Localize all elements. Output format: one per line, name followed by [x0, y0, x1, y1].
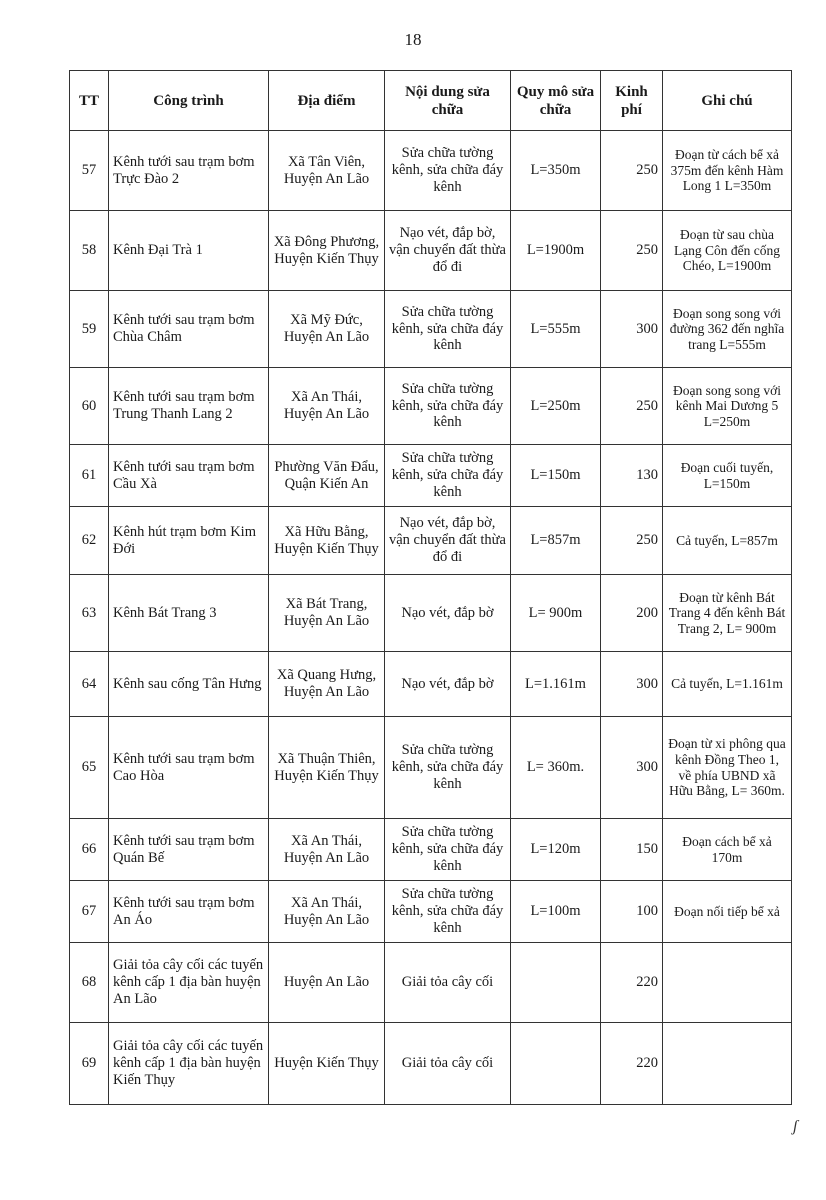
- cell-content: Sửa chữa tường kênh, sửa chữa đáy kênh: [385, 445, 511, 507]
- cell-tt: 68: [70, 943, 109, 1023]
- cell-tt: 63: [70, 575, 109, 652]
- cell-scale: L=350m: [511, 131, 601, 211]
- cell-name: Kênh Bát Trang 3: [109, 575, 269, 652]
- cell-note: [663, 1023, 792, 1105]
- cell-tt: 61: [70, 445, 109, 507]
- header-place: Địa điểm: [269, 71, 385, 131]
- cell-content: Giải tỏa cây cối: [385, 943, 511, 1023]
- table-row: [70, 131, 792, 211]
- header-cost: Kinh phí: [601, 71, 663, 131]
- cell-tt: 66: [70, 819, 109, 881]
- table-row: [70, 717, 792, 819]
- cell-content: Nạo vét, đắp bờ, vận chuyển đất thừa đổ đi: [385, 211, 511, 291]
- cell-name: Kênh hút trạm bơm Kim Đới: [109, 507, 269, 575]
- cell-cost: 300: [601, 291, 663, 368]
- cell-note: Đoạn từ xi phông qua kênh Đồng Theo 1, về phía UBND xã Hữu Bằng, L= 360m.: [663, 717, 792, 819]
- cell-scale: L=1.161m: [511, 652, 601, 717]
- cell-place: Xã Hữu Bằng, Huyện Kiến Thụy: [269, 507, 385, 575]
- cell-note: Đoạn song song với đường 362 đến nghĩa trang L=555m: [663, 291, 792, 368]
- cell-name: Kênh tưới sau trạm bơm Quán Bế: [109, 819, 269, 881]
- cell-content: Sửa chữa tường kênh, sửa chữa đáy kênh: [385, 368, 511, 445]
- cell-tt: 58: [70, 211, 109, 291]
- cell-place: Phường Văn Đẩu, Quận Kiến An: [269, 445, 385, 507]
- cell-scale: L=857m: [511, 507, 601, 575]
- cell-name: Giải tỏa cây cối các tuyến kênh cấp 1 địa bàn huyện Kiến Thụy: [109, 1023, 269, 1105]
- cell-place: Xã Mỹ Đức, Huyện An Lão: [269, 291, 385, 368]
- cell-name: Kênh tưới sau trạm bơm Chùa Châm: [109, 291, 269, 368]
- cell-cost: 220: [601, 1023, 663, 1105]
- cell-note: Cả tuyến, L=857m: [663, 507, 792, 575]
- cell-name: Kênh tưới sau trạm bơm Trực Đào 2: [109, 131, 269, 211]
- cell-place: Xã Tân Viên, Huyện An Lão: [269, 131, 385, 211]
- cell-content: Nạo vét, đắp bờ, vận chuyển đất thừa đổ đi: [385, 507, 511, 575]
- cell-scale: L=100m: [511, 881, 601, 943]
- page-number: 18: [404, 30, 422, 49]
- cell-note: Đoạn từ sau chùa Lạng Côn đến cống Chéo, L=1900m: [663, 211, 792, 291]
- cell-scale: L=150m: [511, 445, 601, 507]
- cell-place: Huyện Kiến Thụy: [269, 1023, 385, 1105]
- cell-cost: 200: [601, 575, 663, 652]
- table-row: [70, 819, 792, 881]
- header-scale: Quy mô sửa chữa: [511, 71, 601, 131]
- cell-tt: 59: [70, 291, 109, 368]
- table-row: [70, 368, 792, 445]
- cell-place: Xã An Thái, Huyện An Lão: [269, 368, 385, 445]
- cell-cost: 150: [601, 819, 663, 881]
- cell-tt: 64: [70, 652, 109, 717]
- cell-scale: L= 900m: [511, 575, 601, 652]
- cell-tt: 69: [70, 1023, 109, 1105]
- cell-cost: 250: [601, 131, 663, 211]
- cell-scale: [511, 943, 601, 1023]
- table-row: [70, 291, 792, 368]
- cell-scale: [511, 1023, 601, 1105]
- cell-place: Xã An Thái, Huyện An Lão: [269, 881, 385, 943]
- cell-place: Xã Quang Hưng, Huyện An Lão: [269, 652, 385, 717]
- cell-note: Cả tuyến, L=1.161m: [663, 652, 792, 717]
- cell-cost: 300: [601, 652, 663, 717]
- table-header-row: [70, 71, 792, 131]
- cell-cost: 250: [601, 368, 663, 445]
- cell-name: Kênh tưới sau trạm bơm Cầu Xà: [109, 445, 269, 507]
- cell-place: Huyện An Lão: [269, 943, 385, 1023]
- works-table: [69, 70, 792, 1105]
- table-row: [70, 507, 792, 575]
- cell-tt: 62: [70, 507, 109, 575]
- cell-content: Sửa chữa tường kênh, sửa chữa đáy kênh: [385, 291, 511, 368]
- cell-content: Sửa chữa tường kênh, sửa chữa đáy kênh: [385, 819, 511, 881]
- cell-tt: 65: [70, 717, 109, 819]
- table-row: [70, 943, 792, 1023]
- cell-scale: L=120m: [511, 819, 601, 881]
- table-row: [70, 652, 792, 717]
- cell-note: Đoạn cuối tuyến, L=150m: [663, 445, 792, 507]
- cell-cost: 300: [601, 717, 663, 819]
- header-name: Công trình: [109, 71, 269, 131]
- cell-cost: 250: [601, 211, 663, 291]
- header-tt: TT: [70, 71, 109, 131]
- cell-note: Đoạn từ kênh Bát Trang 4 đến kênh Bát Trang 2, L= 900m: [663, 575, 792, 652]
- table-row: [70, 575, 792, 652]
- table-row: [70, 211, 792, 291]
- table-row: [70, 445, 792, 507]
- cell-place: Xã Bát Trang, Huyện An Lão: [269, 575, 385, 652]
- cell-scale: L=250m: [511, 368, 601, 445]
- cell-name: Kênh sau cống Tân Hưng: [109, 652, 269, 717]
- cell-tt: 67: [70, 881, 109, 943]
- cell-place: Xã An Thái, Huyện An Lão: [269, 819, 385, 881]
- cell-scale: L=555m: [511, 291, 601, 368]
- cell-scale: L= 360m.: [511, 717, 601, 819]
- cell-note: [663, 943, 792, 1023]
- cell-place: Xã Đông Phương, Huyện Kiến Thụy: [269, 211, 385, 291]
- cell-content: Sửa chữa tường kênh, sửa chữa đáy kênh: [385, 131, 511, 211]
- cell-scale: L=1900m: [511, 211, 601, 291]
- cell-place: Xã Thuận Thiên, Huyện Kiến Thụy: [269, 717, 385, 819]
- cell-tt: 57: [70, 131, 109, 211]
- cell-note: Đoạn từ cách bể xả 375m đến kênh Hàm Long 1 L=350m: [663, 131, 792, 211]
- cell-content: Sửa chữa tường kênh, sửa chữa đáy kênh: [385, 717, 511, 819]
- table-row: [70, 1023, 792, 1105]
- initial-mark: ʃ: [793, 1118, 798, 1135]
- cell-tt: 60: [70, 368, 109, 445]
- cell-name: Giải tỏa cây cối các tuyến kênh cấp 1 địa bàn huyện An Lão: [109, 943, 269, 1023]
- cell-name: Kênh tưới sau trạm bơm Cao Hòa: [109, 717, 269, 819]
- cell-cost: 220: [601, 943, 663, 1023]
- cell-content: Nạo vét, đắp bờ: [385, 652, 511, 717]
- cell-content: Giải tỏa cây cối: [385, 1023, 511, 1105]
- cell-note: Đoạn cách bể xả 170m: [663, 819, 792, 881]
- cell-note: Đoạn song song với kênh Mai Dương 5 L=250m: [663, 368, 792, 445]
- cell-name: Kênh Đại Trà 1: [109, 211, 269, 291]
- cell-cost: 100: [601, 881, 663, 943]
- cell-cost: 250: [601, 507, 663, 575]
- cell-content: Nạo vét, đắp bờ: [385, 575, 511, 652]
- cell-content: Sửa chữa tường kênh, sửa chữa đáy kênh: [385, 881, 511, 943]
- cell-name: Kênh tưới sau trạm bơm An Áo: [109, 881, 269, 943]
- header-content: Nội dung sửa chữa: [385, 71, 511, 131]
- cell-note: Đoạn nối tiếp bể xả: [663, 881, 792, 943]
- cell-name: Kênh tưới sau trạm bơm Trung Thanh Lang 2: [109, 368, 269, 445]
- table-row: [70, 881, 792, 943]
- cell-cost: 130: [601, 445, 663, 507]
- header-note: Ghi chú: [663, 71, 792, 131]
